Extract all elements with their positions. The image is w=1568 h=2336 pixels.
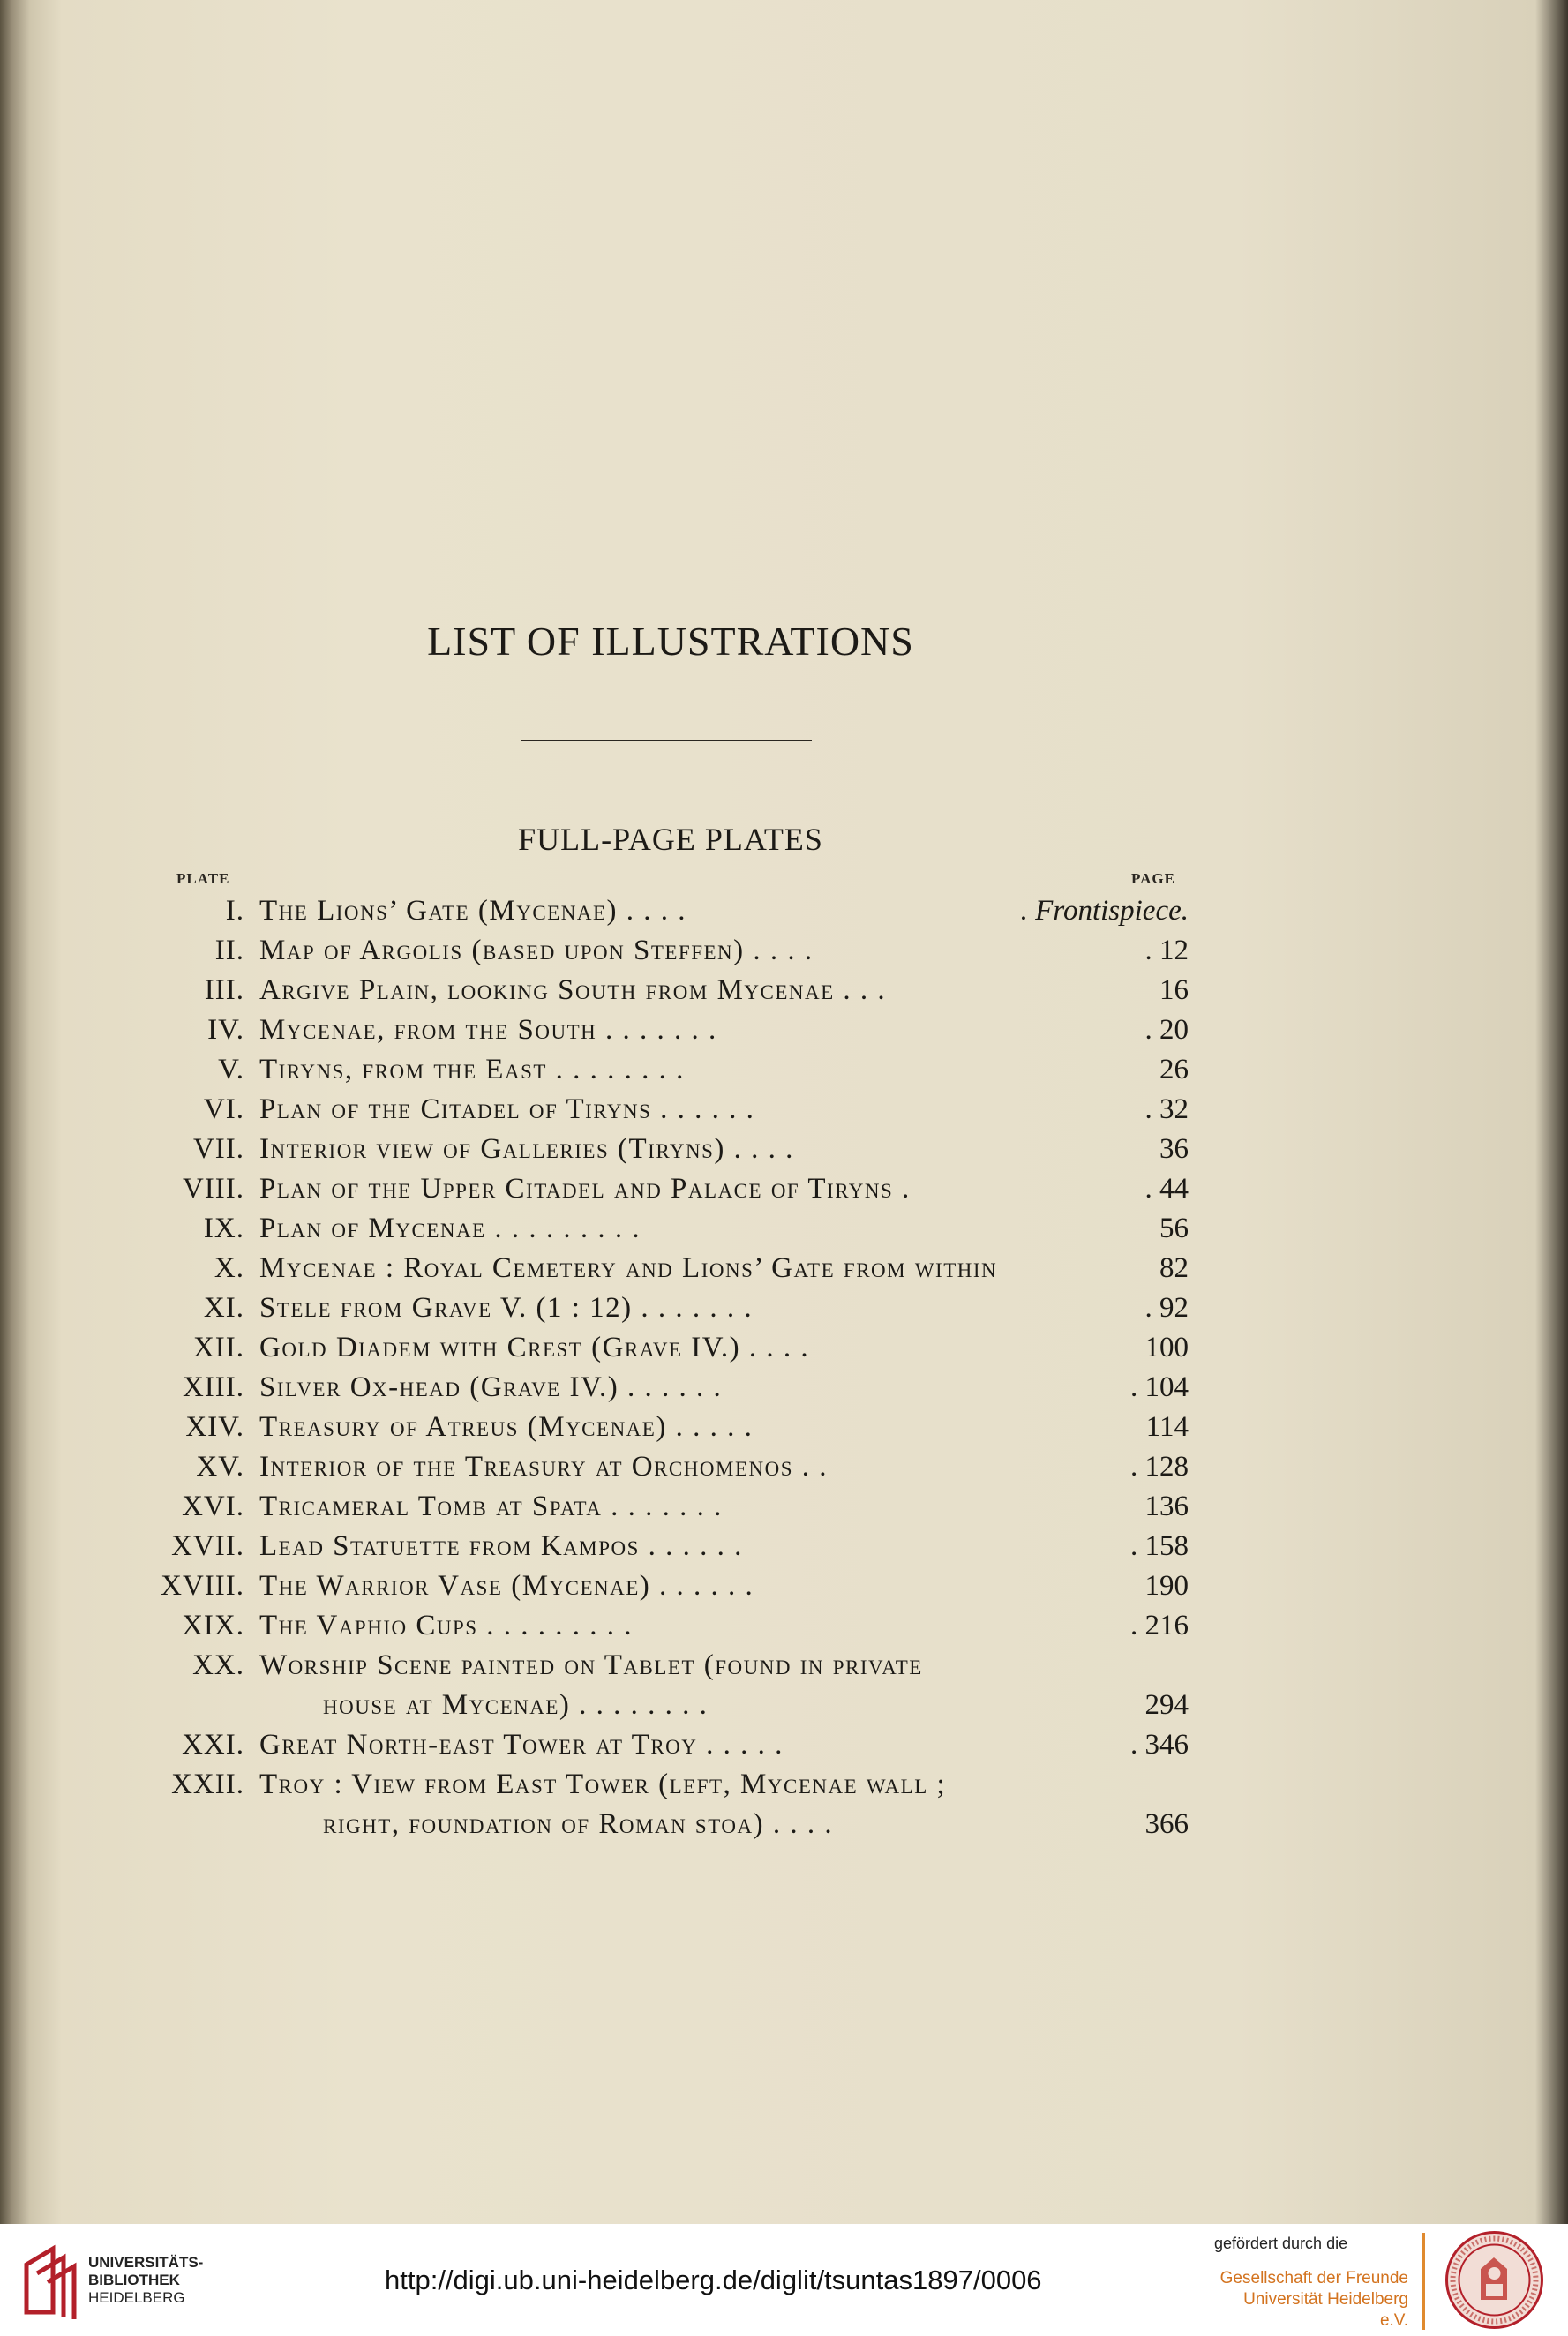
ub-heidelberg-logo-icon [18, 2238, 83, 2321]
list-item [0, 1686, 1568, 1724]
plate-page: . 12 [1144, 935, 1189, 966]
plate-number: XXII. [171, 1769, 244, 1800]
plate-page: 56 [1159, 1213, 1189, 1244]
plate-title: Plan of Mycenae . . . . . . . . . [259, 1213, 641, 1244]
list-item [0, 971, 1568, 1010]
plate-number: VI. [203, 1093, 244, 1125]
plate-title: Tiryns, from the East . . . . . . . . [259, 1054, 685, 1085]
plate-title: The Warrior Vase (Mycenae) . . . . . . [259, 1570, 754, 1602]
list-item [0, 1487, 1568, 1526]
plate-page: . Frontispiece. [1020, 895, 1189, 927]
list-item [0, 891, 1568, 930]
plate-title-continued: right, foundation of Roman stoa) . . . . [323, 1808, 834, 1840]
list-item [0, 1249, 1568, 1288]
plate-page: . 92 [1144, 1292, 1189, 1324]
plate-page: 100 [1144, 1332, 1189, 1363]
plate-title: Plan of the Upper Citadel and Palace of Tiryns . [259, 1173, 911, 1205]
list-item [0, 1646, 1568, 1685]
plate-number: XIII. [182, 1371, 244, 1403]
plate-number: XVI. [182, 1491, 244, 1522]
plate-page: . 158 [1130, 1530, 1189, 1562]
sponsor-name-line: Gesellschaft der Freunde [1219, 2269, 1408, 2287]
plate-title: Troy : View from East Tower (left, Mycenae wall ; [259, 1769, 947, 1800]
list-item [0, 1606, 1568, 1645]
plate-page: 36 [1159, 1133, 1189, 1165]
section-subtitle: FULL-PAGE PLATES [518, 822, 823, 857]
plate-title: Argive Plain, looking South from Mycenae . . . [259, 974, 887, 1006]
plate-number: VIII. [182, 1173, 244, 1205]
plate-number: III. [204, 974, 244, 1006]
plate-page: 294 [1144, 1689, 1189, 1721]
plate-number: XXI. [182, 1729, 244, 1761]
plate-number: VII. [192, 1133, 244, 1165]
plate-number: XI. [203, 1292, 244, 1324]
plate-title: Gold Diadem with Crest (Grave IV.) . . . . [259, 1332, 810, 1363]
plate-number: V. [218, 1054, 244, 1085]
library-name [88, 2254, 203, 2307]
list-item [0, 1368, 1568, 1407]
sponsor-name-line: Universität Heidelberg e.V. [1243, 2290, 1408, 2330]
list-item [0, 1090, 1568, 1129]
plate-number: IX. [203, 1213, 244, 1244]
plate-page: 190 [1144, 1570, 1189, 1602]
plate-number: X. [214, 1252, 244, 1284]
plate-page: . 346 [1130, 1729, 1189, 1761]
list-item [0, 1447, 1568, 1486]
plate-title: Worship Scene painted on Tablet (found in private [259, 1649, 923, 1681]
plate-title: The Vaphio Cups . . . . . . . . . [259, 1610, 634, 1641]
plate-page: . 128 [1130, 1451, 1189, 1483]
plate-page: . 216 [1130, 1610, 1189, 1641]
plate-title: Stele from Grave V. (1 : 12) . . . . . . . [259, 1292, 754, 1324]
list-item [0, 1408, 1568, 1446]
plate-number: XVII. [171, 1530, 244, 1562]
plate-page: . 32 [1144, 1093, 1189, 1125]
sponsor-label: gefördert durch die [1214, 2235, 1348, 2252]
list-item [0, 1288, 1568, 1327]
plate-title-continued: house at Mycenae) . . . . . . . . [323, 1689, 709, 1721]
university-seal-icon [1444, 2229, 1545, 2331]
list-item [0, 931, 1568, 970]
list-item [0, 1130, 1568, 1168]
list-item [0, 1010, 1568, 1049]
page-column-header: PAGE [1131, 870, 1175, 887]
plate-number: XIV. [185, 1411, 244, 1443]
list-item [0, 1328, 1568, 1367]
plate-title: The Lions’ Gate (Mycenae) . . . . [259, 895, 687, 927]
list-item [0, 1765, 1568, 1804]
plate-column-header: PLATE [176, 870, 230, 887]
plate-title: Silver Ox-head (Grave IV.) . . . . . . [259, 1371, 723, 1403]
plate-number: XII. [192, 1332, 244, 1363]
title-divider [521, 740, 812, 741]
plate-number: XIX. [182, 1610, 244, 1641]
plate-page: 82 [1159, 1252, 1189, 1284]
list-item [0, 1209, 1568, 1248]
plate-title: Tricameral Tomb at Spata . . . . . . . [259, 1491, 723, 1522]
list-item [0, 1169, 1568, 1208]
sponsor-divider [1422, 2233, 1425, 2330]
plate-title: Interior of the Treasury at Orchomenos . . [259, 1451, 829, 1483]
plate-title: Interior view of Galleries (Tiryns) . . . . [259, 1133, 794, 1165]
plate-page: 114 [1145, 1411, 1189, 1443]
plate-number: XVIII. [161, 1570, 244, 1602]
plate-page: . 104 [1130, 1371, 1189, 1403]
plate-title: Mycenae : Royal Cemetery and Lions’ Gate from within [259, 1252, 998, 1284]
plate-number: II. [214, 935, 244, 966]
plate-page: 366 [1144, 1808, 1189, 1840]
plate-page: 136 [1144, 1491, 1189, 1522]
list-item [0, 1725, 1568, 1764]
page-title: LIST OF ILLUSTRATIONS [427, 619, 914, 664]
plate-title: Lead Statuette from Kampos . . . . . . [259, 1530, 743, 1562]
permalink-url[interactable]: http://digi.ub.uni-heidelberg.de/diglit/tsuntas1897/0006 [385, 2265, 1042, 2295]
plate-number: I. [225, 895, 244, 927]
plate-title: Treasury of Atreus (Mycenae) . . . . . [259, 1411, 754, 1443]
plate-number: IV. [207, 1014, 244, 1046]
plate-title: Mycenae, from the South . . . . . . . [259, 1014, 717, 1046]
list-item [0, 1805, 1568, 1844]
plate-number: XV. [196, 1451, 244, 1483]
library-name-line: HEIDELBERG [88, 2289, 185, 2306]
plate-title: Great North-east Tower at Troy . . . . . [259, 1729, 784, 1761]
plate-number: XX. [192, 1649, 244, 1681]
plate-page: 26 [1159, 1054, 1189, 1085]
sponsor-name [1212, 2268, 1408, 2332]
footer-bar [0, 2224, 1568, 2336]
plate-title: Plan of the Citadel of Tiryns . . . . . . [259, 1093, 755, 1125]
plate-page: . 44 [1144, 1173, 1189, 1205]
plate-title: Map of Argolis (based upon Steffen) . . . . [259, 935, 814, 966]
list-item [0, 1050, 1568, 1089]
plate-page: . 20 [1144, 1014, 1189, 1046]
library-name-line: BIBLIOTHEK [88, 2272, 180, 2288]
plate-page: 16 [1159, 974, 1189, 1006]
library-name-line: UNIVERSITÄTS- [88, 2254, 204, 2271]
list-item [0, 1566, 1568, 1605]
list-item [0, 1527, 1568, 1566]
